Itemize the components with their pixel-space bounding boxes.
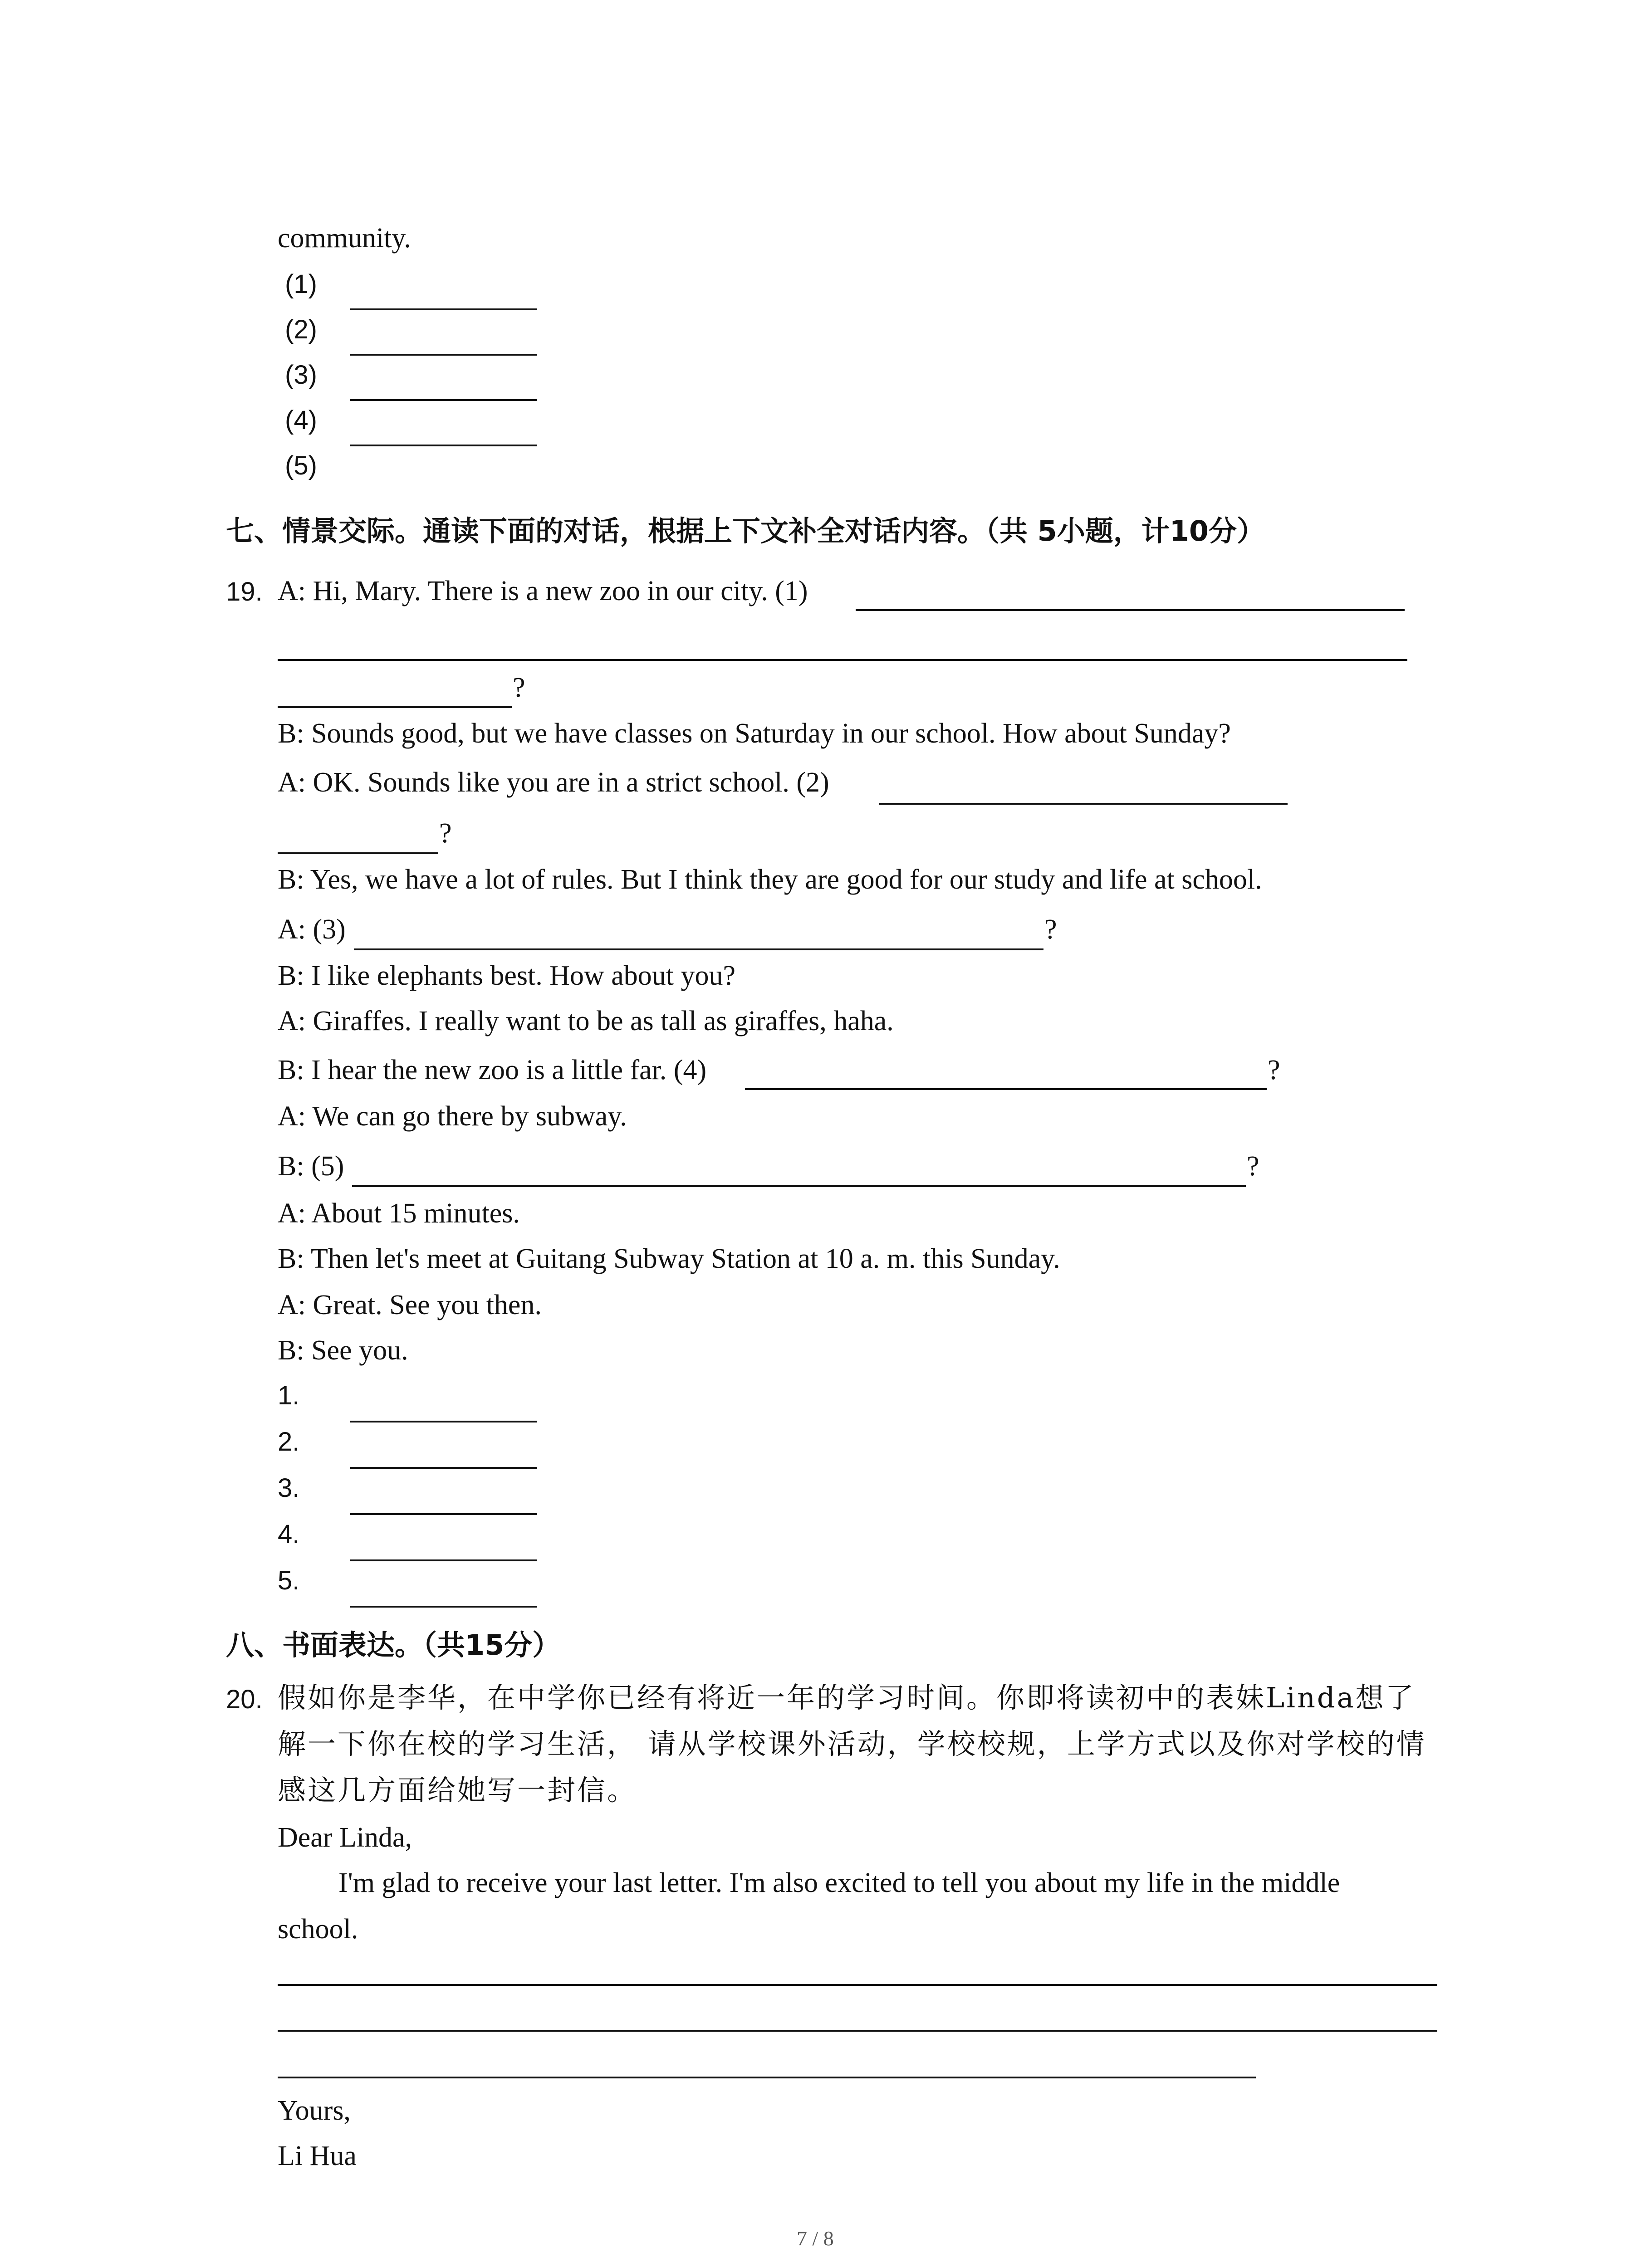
dialogue-q2-end: ? bbox=[439, 818, 452, 849]
item-label-3: (3) bbox=[285, 360, 317, 390]
answer-label-1: 1. bbox=[278, 1381, 300, 1410]
letter-salutation: Dear Linda, bbox=[278, 1822, 412, 1853]
dialogue-blank-4[interactable] bbox=[745, 1088, 1267, 1090]
answer-blank-4[interactable] bbox=[350, 445, 537, 446]
answer-label-5: 5. bbox=[278, 1566, 300, 1595]
dialogue-b3: B: I like elephants best. How about you? bbox=[278, 960, 736, 991]
question-20-number: 20. bbox=[226, 1685, 263, 1714]
dialogue-blank-2b[interactable] bbox=[278, 852, 438, 854]
answer-blank-2[interactable] bbox=[350, 354, 537, 356]
dialogue-b5: B: (5) bbox=[278, 1151, 344, 1182]
dialogue-answer-blank-1[interactable] bbox=[350, 1421, 537, 1422]
answer-blank-1[interactable] bbox=[350, 308, 537, 310]
item-label-1: (1) bbox=[285, 269, 317, 299]
item-label-4: (4) bbox=[285, 406, 317, 435]
section8-heading: 八、书面表达。（共15分） bbox=[226, 1628, 561, 1662]
dialogue-a2: A: OK. Sounds like you are in a strict school. (2) bbox=[278, 767, 829, 798]
item-label-5: (5) bbox=[285, 451, 317, 480]
dialogue-q3-end: ? bbox=[1044, 914, 1057, 945]
writing-line-2[interactable] bbox=[278, 2030, 1437, 2032]
dialogue-answer-blank-2[interactable] bbox=[350, 1467, 537, 1469]
letter-body-line-2: school. bbox=[278, 1914, 358, 1945]
dialogue-b1: B: Sounds good, but we have classes on Saturday in our school. How about Sunday? bbox=[278, 718, 1231, 749]
page-number: 7 / 8 bbox=[797, 2227, 834, 2250]
dialogue-a4: A: Giraffes. I really want to be as tall as giraffes, haha. bbox=[278, 1006, 894, 1036]
dialogue-blank-2a[interactable] bbox=[879, 803, 1288, 805]
dialogue-blank-1a[interactable] bbox=[856, 609, 1405, 611]
dialogue-answer-blank-5[interactable] bbox=[350, 1606, 537, 1608]
writing-line-1[interactable] bbox=[278, 1984, 1437, 1986]
letter-closing: Yours, bbox=[278, 2095, 351, 2126]
dialogue-b4: B: I hear the new zoo is a little far. (4) bbox=[278, 1055, 707, 1085]
dialogue-answer-blank-3[interactable] bbox=[350, 1513, 537, 1515]
dialogue-blank-3[interactable] bbox=[354, 948, 1043, 950]
answer-label-4: 4. bbox=[278, 1520, 300, 1549]
dialogue-a6: A: About 15 minutes. bbox=[278, 1198, 520, 1229]
section7-heading: 七、情景交际。通读下面的对话，根据上下文补全对话内容。（共 5小题，计10分） bbox=[226, 514, 1265, 547]
question-19-number: 19. bbox=[226, 577, 263, 606]
dialogue-a7: A: Great. See you then. bbox=[278, 1290, 542, 1320]
dialogue-answer-blank-4[interactable] bbox=[350, 1559, 537, 1561]
dialogue-blank-1c[interactable] bbox=[278, 706, 512, 708]
dialogue-q4-end: ? bbox=[1268, 1055, 1280, 1085]
answer-label-2: 2. bbox=[278, 1427, 300, 1457]
letter-body-line-1: I'm glad to receive your last letter. I'm also excited to tell you about my life in the middle bbox=[338, 1867, 1340, 1898]
letter-signature: Li Hua bbox=[278, 2141, 357, 2171]
item-label-2: (2) bbox=[285, 315, 317, 344]
dialogue-q1-end: ? bbox=[513, 672, 525, 703]
prompt-line-2: 解一下你在校的学习生活， 请从学校课外活动，学校校规，上学方式以及你对学校的情 bbox=[278, 1727, 1426, 1760]
dialogue-b7: B: See you. bbox=[278, 1335, 408, 1366]
prompt-line-1: 假如你是李华，在中学你已经有将近一年的学习时间。你即将读初中的表妹Linda想了 bbox=[278, 1681, 1416, 1714]
dialogue-q5-end: ? bbox=[1247, 1151, 1259, 1182]
dialogue-a5: A: We can go there by subway. bbox=[278, 1101, 627, 1132]
dialogue-a3: A: (3) bbox=[278, 914, 346, 945]
writing-line-3[interactable] bbox=[278, 2077, 1256, 2078]
answer-blank-3[interactable] bbox=[350, 399, 537, 401]
dialogue-blank-5[interactable] bbox=[352, 1185, 1246, 1187]
dialogue-b2: B: Yes, we have a lot of rules. But I think they are good for our study and life at school. bbox=[278, 864, 1262, 895]
prompt-line-3: 感这几方面给她写一封信。 bbox=[278, 1774, 637, 1807]
community-text: community. bbox=[278, 223, 411, 254]
dialogue-a1: A: Hi, Mary. There is a new zoo in our city. (1) bbox=[278, 576, 808, 606]
answer-label-3: 3. bbox=[278, 1473, 300, 1503]
dialogue-blank-1b[interactable] bbox=[278, 659, 1407, 661]
dialogue-b6: B: Then let's meet at Guitang Subway Station at 10 a. m. this Sunday. bbox=[278, 1243, 1060, 1274]
